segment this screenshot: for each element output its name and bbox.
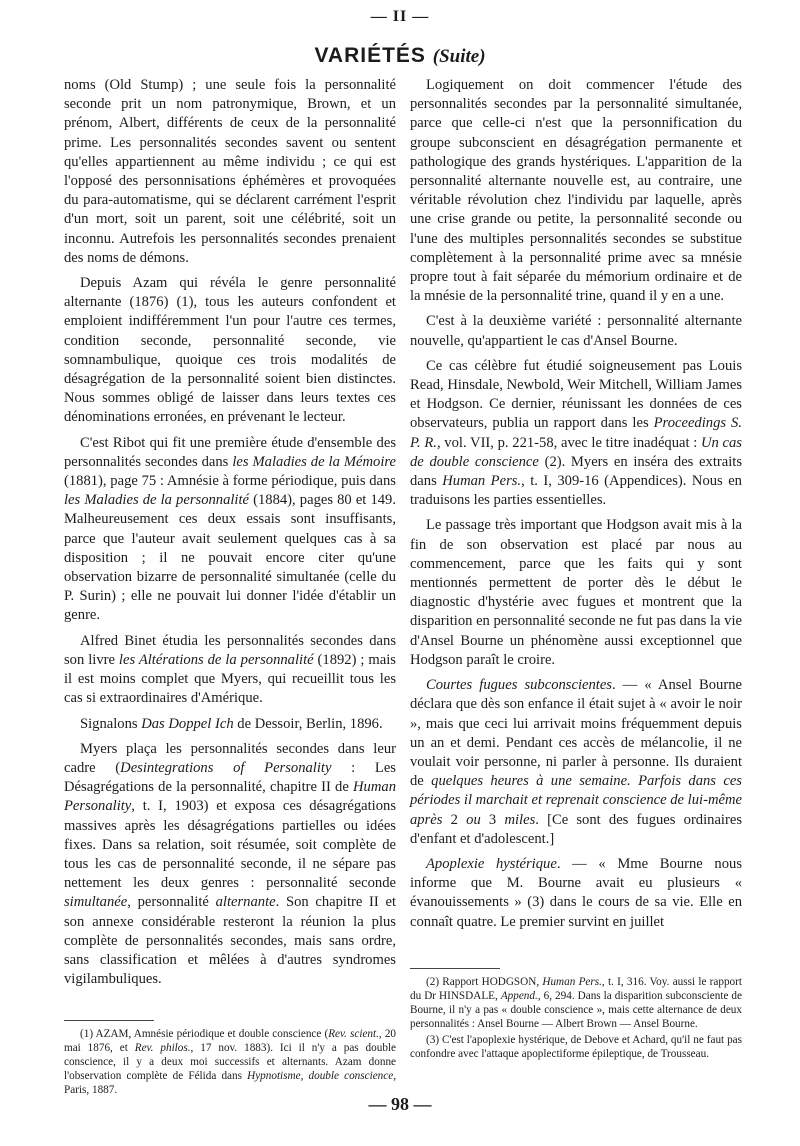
left-column — [64, 76, 396, 995]
footnote-block-left — [64, 1020, 396, 1099]
italic-title: Un cas de double conscience — [410, 434, 742, 470]
italic-heading: Apoplexie hystérique — [426, 855, 557, 872]
section-title-suffix: (Suite) — [432, 46, 486, 67]
text: . Son chapitre II et son annexe considérable resteront la réunion la plus complète de personnalités secondes, mais sans ordre, sans classification et mêlées à d'autres syndromes vigilambuliques. — [64, 894, 396, 988]
text: 2 — [442, 811, 467, 828]
text: (2). Myers en inséra des extraits dans — [410, 453, 742, 490]
text: , vol. VII, p. 221-58, avec le titre inadéquat : — [436, 434, 701, 451]
text: Ce cas célèbre fut étudié soigneusement pas Louis Read, Hinsdale, Newbold, Weir Mitchell, William James et Hodgson. Ce dernier, réunissant les données de ces observateurs, publia un rapport dans les — [410, 357, 742, 432]
text: , Paris, 1887. — [64, 1070, 396, 1096]
section-title — [0, 44, 800, 68]
footnote-divider — [410, 968, 500, 969]
text: , 20 mai 1876, et — [64, 1028, 397, 1054]
italic-title: Human Personality — [64, 779, 396, 815]
text: de Dessoir, Berlin, 1896. — [233, 715, 383, 732]
italic-title: Human Pers. — [442, 473, 522, 490]
italic-text: ou — [466, 811, 481, 828]
paragraph — [410, 855, 742, 932]
italic-title: les Altérations de la personnalité — [118, 651, 314, 668]
text: , t. I, 1903) et exposa ces désagrégations massives après les désagrégations partielles ou idées fixes. Dans sa relation, soit résumée, soit complète de tous les cas de personnalité seconde, il ne sépare pas nettement les deux genres : personnalité seconde — [64, 798, 396, 892]
top-page-number: — II — — [370, 8, 430, 25]
text: Alfred Binet étudia les personnalités secondes dans son livre — [64, 632, 396, 668]
italic-title: Append. — [500, 990, 538, 1002]
italic-term: alternante — [215, 894, 276, 911]
italic-text: quelques heures à une semaine. Parfois dans ces périodes il marchait et reprenait conscience de lui-même après — [410, 773, 742, 828]
paragraph — [64, 715, 396, 734]
text: , 17 nov. 1883). Ici il n'y a pas double conscience, il y a deux moi successifs et alternants. Azam donne l'observation complète de Félida dans — [64, 1042, 396, 1082]
bottom-page-number: — 98 — — [368, 1094, 432, 1114]
paragraph — [64, 632, 396, 709]
italic-title: Hypnotisme, double conscience — [247, 1070, 394, 1082]
paragraph: Logiquement on doit commencer l'étude des personnalités secondes par la personnalité simultanée, parce que celle-ci n'est que la personnification du groupe subconscient en désagrégation permanente et pathologique des grands hystériques. L'apparition de la personnalité alternante nouvelle est, au contraire, une véritable révolution chez l'individu par laquelle, après une crise grande ou petite, la personnalité seconde ou l'une des multiples personnalités secondes se substitue complètement à la personnalité prime avec sa mnésie propre tout à fait séparée du mémorium ordinaire et de la mnésie de la personnalité trine, quand il y en a une. — [410, 77, 742, 305]
italic-title: Desintegrations of Personality — [120, 759, 332, 776]
italic-text: miles — [504, 811, 536, 828]
text: , 6, 294. Dans la disparition subconsciente de Bourne, il n'y a pas « double conscience », mais cette alternance de deux personnalités : Ansel Bourne — Albert Brown — Ansel Bourne. — [410, 990, 742, 1030]
italic-title: Human Pers. — [542, 976, 602, 988]
text: . — « Ansel Bourne déclara que dès son enfance il était sujet à « avoir le noir », mais que ceci lui arrivait moins fréquemment depuis un an et demi. Pendant ces accès de mélancolie, il ne voulait voir personne, ni parler à personne. Ils duraient de — [410, 677, 742, 790]
text: (2) Rapport HODGSON, — [426, 976, 543, 988]
italic-title: les Maladies de la Mémoire — [232, 453, 396, 470]
paragraph — [64, 740, 396, 990]
italic-heading: Courtes fugues subconscientes — [426, 677, 612, 694]
italic-title: Proceedings S. P. R. — [410, 415, 743, 451]
text: (1884), pages 80 et 149. Malheureusement ces deux essais sont insuffisants, parce que l'auteur avait seulement quelques cas à sa disposition ; il ne pouvait encore citer qu'une observation bizarre de personnalité simultanée (celle du P. Surin) ; elle ne pouvait lui donner l'idée d'établir un genre. — [64, 492, 396, 624]
paragraph: noms (Old Stump) ; une seule fois la personnalité seconde prit un nom patronymique, Brown, et un prénom, Albert, différents de ceux de la personnalité prime. Les personnalités secondes savent ou sentent qu'elles appartiennent au même individu ; ce qui est l'opposé des personnisations éphémères et provoquées du para-automatisme, qui se déclarent carrément l'esprit d'un mort, soit un parent, soit une célébrité, soit un inconnu. Autrefois les personnalités secondes prenaient des noms de démons. — [64, 77, 396, 266]
italic-title: les Maladies de la personnalité — [64, 492, 250, 509]
italic-term: simultanée — [64, 894, 128, 911]
text: . — « Mme Bourne nous informe que M. Bourne avait eu plusieurs « évanouissements » (3) dans le cours de sa vie. Elle en connaît quatre. Le premier survint en juillet — [410, 855, 742, 930]
text: , t. I, 316. Voy. aussi le rapport du Dr HINSDALE, — [410, 976, 742, 1002]
footnote-divider — [64, 1020, 154, 1021]
paragraph — [410, 357, 742, 511]
text: C'est Ribot qui fit une première étude d'ensemble des personnalités secondes dans — [64, 434, 396, 470]
paragraph: C'est à la deuxième variété : personnalité alternante nouvelle, qu'appartient le cas d'Ansel Bourne. — [410, 313, 742, 349]
paragraph — [410, 676, 742, 849]
text: Myers plaça les personnalités secondes dans leur cadre ( — [64, 740, 396, 776]
text: (1) AZAM, Amnésie périodique et double conscience ( — [80, 1028, 329, 1040]
text: , t. I, 309-16 (Appendices). Nous en traduisons les parties essentielles. — [410, 473, 742, 509]
italic-title: Rev. philos. — [134, 1042, 191, 1054]
text: 3 — [480, 811, 505, 828]
italic-title: Das Doppel Ich — [141, 715, 234, 732]
text: (1892) ; mais il est moins complet que Myers, qui recueillit tous les cas si extraordinaires d'Amérique. — [64, 651, 396, 707]
text: : Les Désagrégations de la personnalité, chapitre II de — [64, 759, 396, 796]
section-title-text: VARIÉTÉS — [314, 44, 426, 67]
text: , personnalité — [127, 894, 216, 911]
footnote-3: (3) C'est l'apoplexie hystérique, de Debove et Achard, qu'il ne faut pas confondre avec l'attaque apoplectiforme épileptique, de Trousseau. — [410, 1034, 742, 1060]
text: (1881), page 75 : Amnésie à forme périodique, puis dans — [64, 473, 396, 490]
paragraph — [64, 434, 396, 626]
footnote-block-right — [410, 968, 742, 1063]
text: Signalons — [80, 715, 142, 732]
footnote-2 — [410, 975, 742, 1031]
footnote-1 — [64, 1027, 396, 1097]
italic-title: Rev. scient. — [328, 1028, 379, 1040]
text: . [Ce sont des fugues ordinaires d'enfant et d'adolescent.] — [410, 811, 743, 847]
right-column — [410, 76, 742, 938]
paragraph: Le passage très important que Hodgson avait mis à la fin de son observation est placé par nous au commencement, parce que les faits qui y sont mentionnés permettent de porter dès le début le diagnostic d'hystérie avec fugues et montrent que la disparition en personnalité seconde ne fut pas dans la vie d'Ansel Bourne un phénomène aussi exceptionnel que Hodgson paraît le croire. — [410, 517, 742, 668]
paragraph: Depuis Azam qui révéla le genre personnalité alternante (1876) (1), tous les auteurs confondent et emploient indifféremment l'un pour l'autre ces termes, condition seconde, personnalité seconde, vie somnambulique, quoique ces trois modalités de désagrégation de la personnalité soient bien distinctes. Nous sommes obligé de laisser dans leurs textes ces dénominations erronées, en prévenant le lecteur. — [64, 275, 396, 426]
